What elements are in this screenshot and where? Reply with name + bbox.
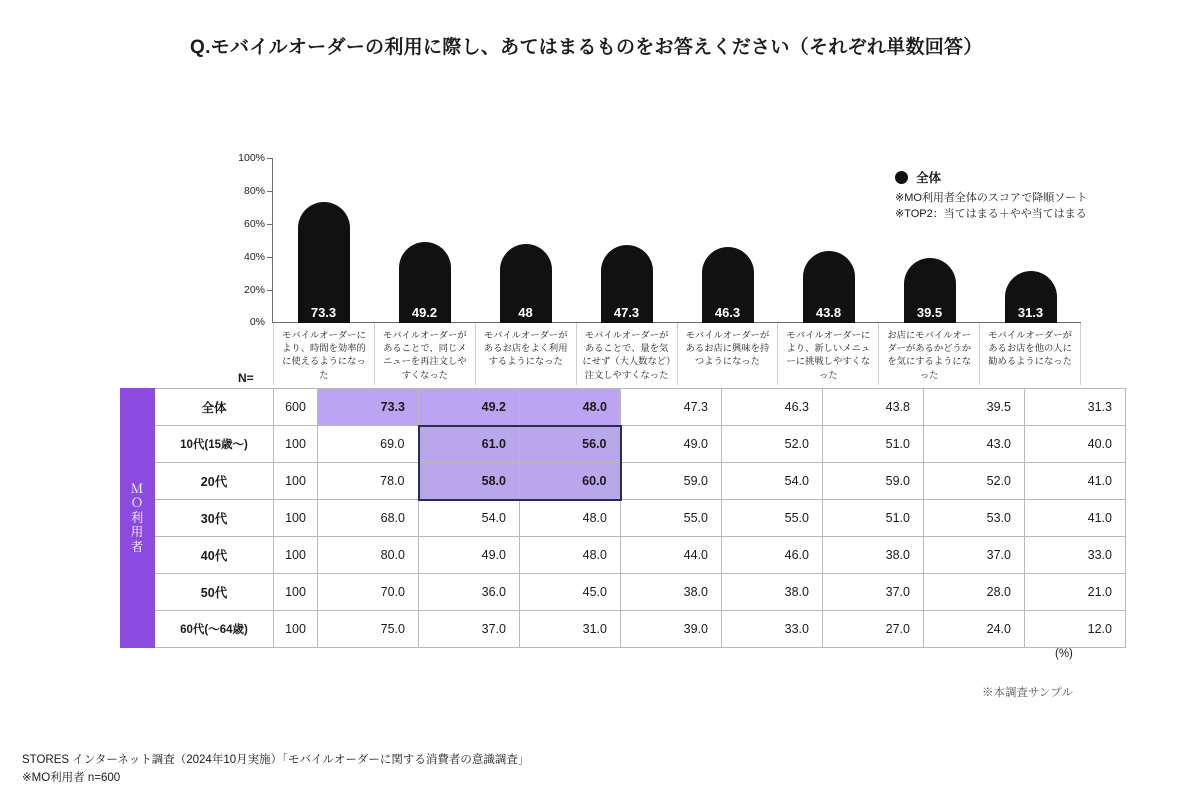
cell-50s-4: 38.0	[722, 574, 823, 611]
bar-column	[273, 158, 374, 323]
row-label-30s: 30代	[155, 500, 274, 537]
cell-20s-0: 78.0	[318, 463, 419, 500]
cell-60s-3: 39.0	[621, 611, 722, 648]
category-label-7: モバイルオーダーがあるお店を他の人に勧めるようになった	[979, 323, 1081, 385]
legend-entry-total	[895, 168, 1105, 186]
y-tick-60: 60%	[243, 218, 265, 230]
cell-30s-5: 51.0	[823, 500, 924, 537]
tick-mark-100	[267, 158, 272, 159]
legend-note-top2: ※TOP2：当てはまる＋やや当てはまる	[895, 207, 1087, 220]
cell-30s-3: 55.0	[621, 500, 722, 537]
cell-50s-2: 45.0	[520, 574, 621, 611]
cell-teens-5: 51.0	[823, 426, 924, 463]
cell-50s-7: 21.0	[1025, 574, 1126, 611]
footer-line-1: STORES インターネット調査（2024年10月実施）「モバイルオーダーに関する消費者の意識調査」	[22, 754, 530, 766]
table-row	[121, 611, 1126, 648]
legend-label-total: 全体	[916, 171, 942, 185]
row-n-50s: 100	[274, 574, 318, 611]
bar-4	[702, 247, 754, 323]
category-label-4: モバイルオーダーがあるお店に興味を持つようになった	[677, 323, 778, 385]
bar-1	[399, 242, 451, 323]
bar-value-2: 48	[518, 305, 533, 320]
cell-teens-1: 61.0	[419, 426, 520, 463]
cell-teens-6: 43.0	[924, 426, 1025, 463]
table-row	[121, 426, 1126, 463]
cell-teens-3: 49.0	[621, 426, 722, 463]
chart-legend	[895, 168, 1105, 223]
cell-40s-3: 44.0	[621, 537, 722, 574]
cell-teens-0: 69.0	[318, 426, 419, 463]
cell-total-0: 73.3	[318, 389, 419, 426]
cell-30s-7: 41.0	[1025, 500, 1126, 537]
cell-60s-6: 24.0	[924, 611, 1025, 648]
bar-value-3: 47.3	[613, 305, 640, 320]
category-label-3: モバイルオーダーがあることで、量を気にせず（大人数など）注文しやすくなった	[576, 323, 677, 385]
cell-50s-3: 38.0	[621, 574, 722, 611]
bar-column	[677, 158, 778, 323]
cell-total-3: 47.3	[621, 389, 722, 426]
row-n-20s: 100	[274, 463, 318, 500]
row-n-total: 600	[274, 389, 318, 426]
y-axis-labels	[235, 152, 269, 328]
percent-unit-note: (%)	[1055, 648, 1073, 660]
cell-20s-7: 41.0	[1025, 463, 1126, 500]
cell-20s-4: 54.0	[722, 463, 823, 500]
cell-60s-2: 31.0	[520, 611, 621, 648]
row-label-50s: 50代	[155, 574, 274, 611]
bar-value-4: 46.3	[714, 305, 741, 320]
tick-mark-40	[267, 257, 272, 258]
sample-note: ※本調査サンプル	[982, 687, 1073, 699]
cell-total-6: 39.5	[924, 389, 1025, 426]
legend-note-sort: ※MO利用者全体のスコアで降順ソート	[895, 192, 1088, 204]
row-label-40s: 40代	[155, 537, 274, 574]
row-label-60s: 60代(～64歳)	[155, 611, 274, 648]
cell-total-5: 43.8	[823, 389, 924, 426]
cell-30s-1: 54.0	[419, 500, 520, 537]
legend-swatch-icon	[895, 171, 908, 184]
cell-20s-2: 60.0	[520, 463, 621, 500]
cell-50s-1: 36.0	[419, 574, 520, 611]
cell-60s-0: 75.0	[318, 611, 419, 648]
table-row	[121, 574, 1126, 611]
bar-column	[475, 158, 576, 323]
row-n-40s: 100	[274, 537, 318, 574]
cell-60s-7: 12.0	[1025, 611, 1126, 648]
cell-40s-5: 38.0	[823, 537, 924, 574]
row-n-60s: 100	[274, 611, 318, 648]
tick-mark-80	[267, 191, 272, 192]
cell-teens-7: 40.0	[1025, 426, 1126, 463]
row-n-teens: 100	[274, 426, 318, 463]
y-tick-80: 80%	[243, 185, 265, 197]
bar-column	[374, 158, 475, 323]
cell-60s-4: 33.0	[722, 611, 823, 648]
cell-total-7: 31.3	[1025, 389, 1126, 426]
data-table	[120, 388, 1126, 648]
bar-value-1: 49.2	[411, 305, 438, 320]
category-label-6: お店にモバイルオーダーがあるかどうかを気にするようになった	[878, 323, 979, 385]
n-header-label: N=	[238, 371, 254, 385]
cell-total-2: 48.0	[520, 389, 621, 426]
row-label-20s: 20代	[155, 463, 274, 500]
bar-column	[778, 158, 879, 323]
cell-total-1: 49.2	[419, 389, 520, 426]
bar-3	[601, 245, 653, 323]
cell-20s-3: 59.0	[621, 463, 722, 500]
category-label-0: モバイルオーダーにより、時間を効率的に使えるようになった	[273, 323, 374, 385]
table-row	[121, 500, 1126, 537]
cell-teens-2: 56.0	[520, 426, 621, 463]
category-label-2: モバイルオーダーがあるお店をよく利用するようになった	[475, 323, 576, 385]
table-row	[121, 463, 1126, 500]
cell-40s-7: 33.0	[1025, 537, 1126, 574]
cell-40s-0: 80.0	[318, 537, 419, 574]
bar-value-0: 73.3	[310, 305, 337, 320]
row-label-total: 全体	[155, 389, 274, 426]
bar-2	[500, 244, 552, 323]
y-tick-40: 40%	[243, 251, 265, 263]
bar-7	[1005, 271, 1057, 323]
cell-20s-5: 59.0	[823, 463, 924, 500]
tick-mark-60	[267, 224, 272, 225]
cell-30s-0: 68.0	[318, 500, 419, 537]
table-row	[121, 537, 1126, 574]
category-label-1: モバイルオーダーがあることで、同じメニューを再注文しやすくなった	[374, 323, 475, 385]
cell-50s-6: 28.0	[924, 574, 1025, 611]
bar-value-7: 31.3	[1017, 305, 1044, 320]
cell-40s-6: 37.0	[924, 537, 1025, 574]
cell-30s-6: 53.0	[924, 500, 1025, 537]
cell-40s-1: 49.0	[419, 537, 520, 574]
cell-50s-0: 70.0	[318, 574, 419, 611]
y-tick-20: 20%	[243, 284, 265, 296]
tick-mark-20	[267, 290, 272, 291]
footer-line-2: ※MO利用者 n=600	[22, 771, 121, 784]
row-group-label	[121, 389, 155, 648]
bar-column	[576, 158, 677, 323]
cell-60s-1: 37.0	[419, 611, 520, 648]
cell-20s-6: 52.0	[924, 463, 1025, 500]
bar-0	[298, 202, 350, 323]
cell-50s-5: 37.0	[823, 574, 924, 611]
page-title: Q.モバイルオーダーの利用に際し、あてはまるものをお答えください（それぞれ単数回答）	[190, 37, 983, 58]
cell-total-4: 46.3	[722, 389, 823, 426]
cell-30s-4: 55.0	[722, 500, 823, 537]
category-label-5: モバイルオーダーにより、新しいメニューに挑戦しやすくなった	[777, 323, 878, 385]
y-tick-0: 0%	[249, 316, 265, 328]
bar-5	[803, 251, 855, 323]
bar-6	[904, 258, 956, 323]
bar-value-6: 39.5	[916, 305, 943, 320]
table-row	[121, 389, 1126, 426]
y-tick-100: 100%	[238, 152, 265, 164]
cell-60s-5: 27.0	[823, 611, 924, 648]
row-label-teens: 10代(15歳～)	[155, 426, 274, 463]
cell-30s-2: 48.0	[520, 500, 621, 537]
row-n-30s: 100	[274, 500, 318, 537]
bar-value-5: 43.8	[815, 305, 842, 320]
cell-20s-1: 58.0	[419, 463, 520, 500]
row-group-label-text: Ｍ Ｏ 利 用 者	[130, 482, 145, 554]
footer-source	[22, 752, 529, 788]
category-labels	[273, 323, 1081, 385]
cell-40s-4: 46.0	[722, 537, 823, 574]
cell-teens-4: 52.0	[722, 426, 823, 463]
cell-40s-2: 48.0	[520, 537, 621, 574]
